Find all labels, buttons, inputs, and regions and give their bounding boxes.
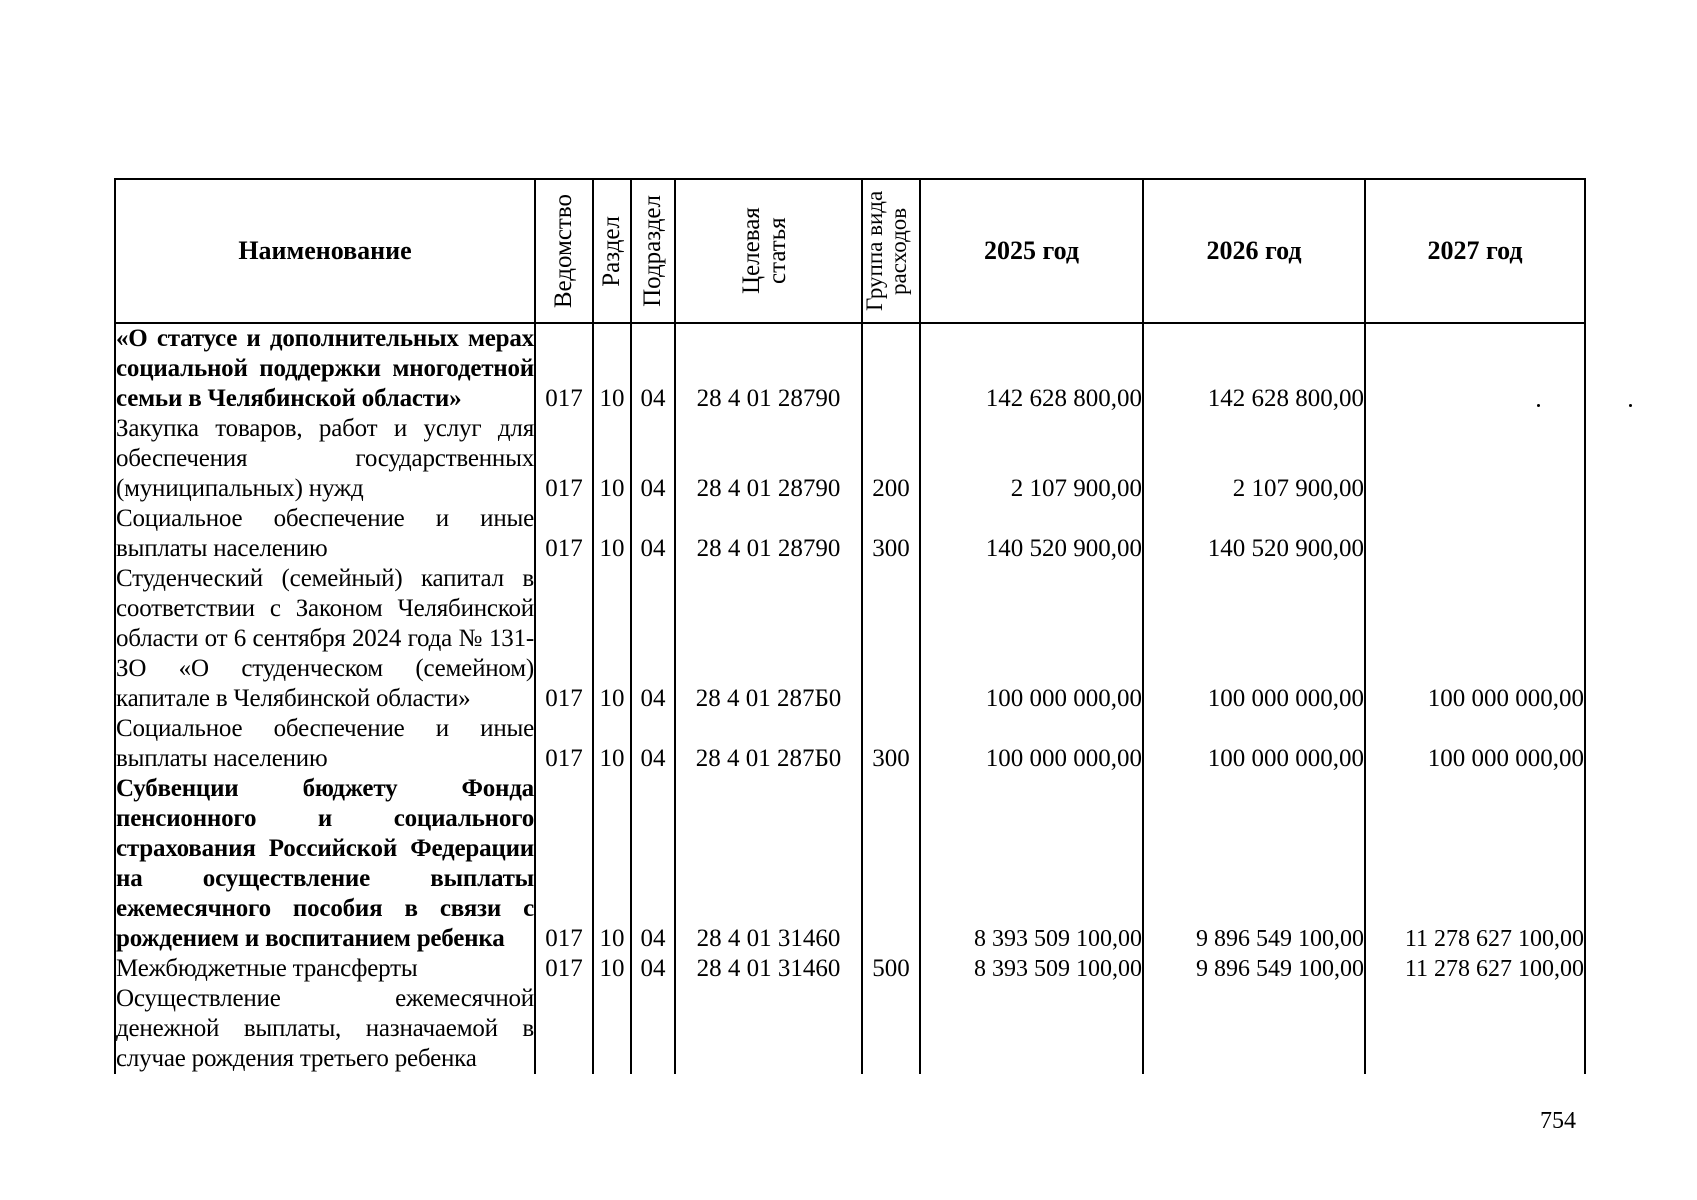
- cell-celevaya-statya: [675, 984, 862, 1074]
- cell-vedomstvo: 017: [535, 714, 593, 774]
- cell-gruppa: 300: [862, 504, 920, 564]
- cell-2027: 11 278 627 100,00: [1365, 954, 1585, 984]
- cell-2027: [1365, 414, 1585, 504]
- cell-vedomstvo: [535, 984, 593, 1074]
- table-body: [115, 323, 1585, 1074]
- cell-name: Осуществление ежемесячной денежной выплаты, назначаемой в случае рождения третьего ребенка: [116, 985, 534, 1072]
- cell-razdel: 10: [593, 774, 631, 954]
- table-row: [115, 564, 1585, 714]
- cell-celevaya-statya: 28 4 01 31460: [675, 954, 862, 984]
- cell-podrazdel: 04: [631, 714, 675, 774]
- table-row: [115, 414, 1585, 504]
- cell-podrazdel: 04: [631, 504, 675, 564]
- cell-razdel: [593, 984, 631, 1074]
- cell-gruppa: 200: [862, 414, 920, 504]
- header-2025: 2025 год: [920, 179, 1143, 323]
- cell-vedomstvo: 017: [535, 414, 593, 504]
- cell-2026: 9 896 549 100,00: [1143, 954, 1365, 984]
- cell-name: Субвенции бюджету Фонда пенсионного и социального страхования Российской Федерации на осуществление выплаты ежемесячного пособия в связи с рождением и воспитанием ребенка: [116, 775, 534, 952]
- cell-vedomstvo: 017: [535, 323, 593, 414]
- stray-dot: [1537, 404, 1540, 407]
- cell-name: Межбюджетные трансферты: [115, 954, 535, 984]
- header-razdel: Раздел: [593, 179, 631, 323]
- header-podrazdel: Подраздел: [631, 179, 675, 323]
- table-row: [115, 954, 1585, 984]
- header-2027: 2027 год: [1365, 179, 1585, 323]
- cell-celevaya-statya: 28 4 01 28790: [675, 323, 862, 414]
- budget-table: [114, 178, 1586, 1074]
- cell-2025: 100 000 000,00: [920, 714, 1143, 774]
- cell-2025: 2 107 900,00: [920, 414, 1143, 504]
- cell-name: Закупка товаров, работ и услуг для обеспечения государственных (муниципальных) нужд: [116, 415, 534, 502]
- cell-2027: [1365, 504, 1585, 564]
- cell-name: Социальное обеспечение и иные выплаты населению: [116, 505, 534, 562]
- cell-2025: 8 393 509 100,00: [920, 954, 1143, 984]
- cell-2027: 100 000 000,00: [1365, 714, 1585, 774]
- cell-podrazdel: 04: [631, 774, 675, 954]
- cell-2026: 100 000 000,00: [1143, 564, 1365, 714]
- cell-razdel: 10: [593, 504, 631, 564]
- cell-razdel: 10: [593, 564, 631, 714]
- cell-razdel: 10: [593, 714, 631, 774]
- cell-gruppa: [862, 323, 920, 414]
- cell-gruppa: 300: [862, 714, 920, 774]
- cell-2026: 142 628 800,00: [1143, 323, 1365, 414]
- cell-gruppa: [862, 564, 920, 714]
- header-celevaya-statya: Целевая статья: [675, 179, 862, 323]
- page-number: 754: [1540, 1108, 1576, 1134]
- cell-celevaya-statya: 28 4 01 31460: [675, 774, 862, 954]
- header-vedomstvo: Ведомство: [535, 179, 593, 323]
- cell-gruppa: 500: [862, 954, 920, 984]
- table-row: [115, 323, 1585, 414]
- cell-name: «О статусе и дополнительных мерах социальной поддержки многодетной семьи в Челябинской области»: [116, 325, 534, 412]
- cell-celevaya-statya: 28 4 01 28790: [675, 504, 862, 564]
- cell-2026: 2 107 900,00: [1143, 414, 1365, 504]
- table-row: [115, 504, 1585, 564]
- cell-2026: 140 520 900,00: [1143, 504, 1365, 564]
- cell-2026: 9 896 549 100,00: [1143, 774, 1365, 954]
- header-2026: 2026 год: [1143, 179, 1365, 323]
- table-header-row: [115, 179, 1585, 323]
- cell-podrazdel: 04: [631, 564, 675, 714]
- cell-2027: 100 000 000,00: [1365, 564, 1585, 714]
- cell-vedomstvo: 017: [535, 774, 593, 954]
- cell-gruppa: [862, 774, 920, 954]
- cell-2025: 142 628 800,00: [920, 323, 1143, 414]
- cell-2025: [920, 984, 1143, 1074]
- table-row: [115, 714, 1585, 774]
- cell-podrazdel: [631, 984, 675, 1074]
- cell-2025: 8 393 509 100,00: [920, 774, 1143, 954]
- cell-2027: [1365, 984, 1585, 1074]
- cell-razdel: 10: [593, 954, 631, 984]
- cell-podrazdel: 04: [631, 954, 675, 984]
- table-row: [115, 774, 1585, 954]
- header-name: Наименование: [115, 179, 535, 323]
- cell-vedomstvo: 017: [535, 504, 593, 564]
- cell-gruppa: [862, 984, 920, 1074]
- cell-podrazdel: 04: [631, 414, 675, 504]
- cell-name: Студенческий (семейный) капитал в соответствии с Законом Челябинской области от 6 сентября 2024 года № 131-ЗО «О студенческом (семейном) капитале в Челябинской области»: [116, 565, 534, 712]
- cell-razdel: 10: [593, 414, 631, 504]
- stray-dot: [1629, 404, 1632, 407]
- cell-2026: [1143, 984, 1365, 1074]
- cell-2025: 140 520 900,00: [920, 504, 1143, 564]
- cell-2026: 100 000 000,00: [1143, 714, 1365, 774]
- cell-2025: 100 000 000,00: [920, 564, 1143, 714]
- cell-2027: 11 278 627 100,00: [1365, 774, 1585, 954]
- cell-name: Социальное обеспечение и иные выплаты населению: [116, 715, 534, 772]
- cell-razdel: 10: [593, 323, 631, 414]
- cell-vedomstvo: 017: [535, 564, 593, 714]
- cell-celevaya-statya: 28 4 01 287Б0: [675, 714, 862, 774]
- table-row: [115, 984, 1585, 1074]
- cell-vedomstvo: 017: [535, 954, 593, 984]
- cell-celevaya-statya: 28 4 01 28790: [675, 414, 862, 504]
- cell-celevaya-statya: 28 4 01 287Б0: [675, 564, 862, 714]
- cell-2027: [1365, 323, 1585, 414]
- cell-podrazdel: 04: [631, 323, 675, 414]
- header-gruppa-vida-rashodov: Группа вида расходов: [862, 179, 920, 323]
